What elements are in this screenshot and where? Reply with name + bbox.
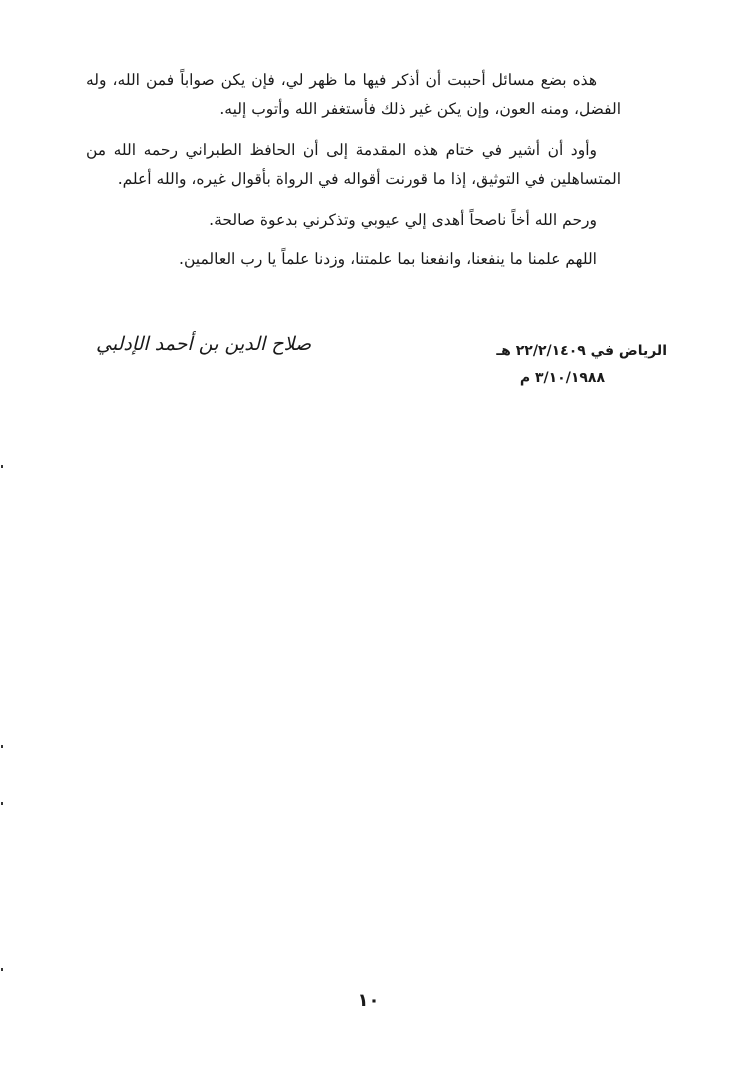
gregorian-date: ٣/١٠/١٩٨٨ م [519,370,605,386]
paragraph-prayer-advice: ورحم الله أخاً ناصحاً أهدى إلي عيوبي وتذكرني بدعوة صالحة. [209,211,597,229]
paragraph-tabarani-note: وأود أن أشير في ختام هذه المقدمة إلى أن الحافظ الطبراني رحمه الله من المتساهلين في التوثيق، إذا ما قورنت أقواله في الرواة بأقوال غيره، والله أعلم. [86,141,621,188]
page-number: ١٠ [357,990,380,1011]
place-date-block [496,338,667,392]
paragraph-closing-note: هذه بضع مسائل أحببت أن أذكر فيها ما ظهر لي، فإن يكن صواباً فمن الله، وله الفضل، ومنه العون، وإن يكن غير ذلك فأستغفر الله وأتوب إليه. [86,71,621,118]
paragraph-supplication: اللهم علمنا ما ينفعنا، وانفعنا بما علمتنا، وزدنا علماً يا رب العالمين. [179,250,597,268]
body-text [86,66,621,284]
scan-edge-mark [1,745,3,748]
scan-edge-mark [1,968,3,971]
scan-edge-mark [1,802,3,805]
author-signature: صلاح الدين بن أحمد الإدلبي [96,333,312,355]
hijri-date: الرياض في ٢٢/٢/١٤٠٩ هـ [496,343,667,359]
scan-edge-mark [1,465,3,468]
